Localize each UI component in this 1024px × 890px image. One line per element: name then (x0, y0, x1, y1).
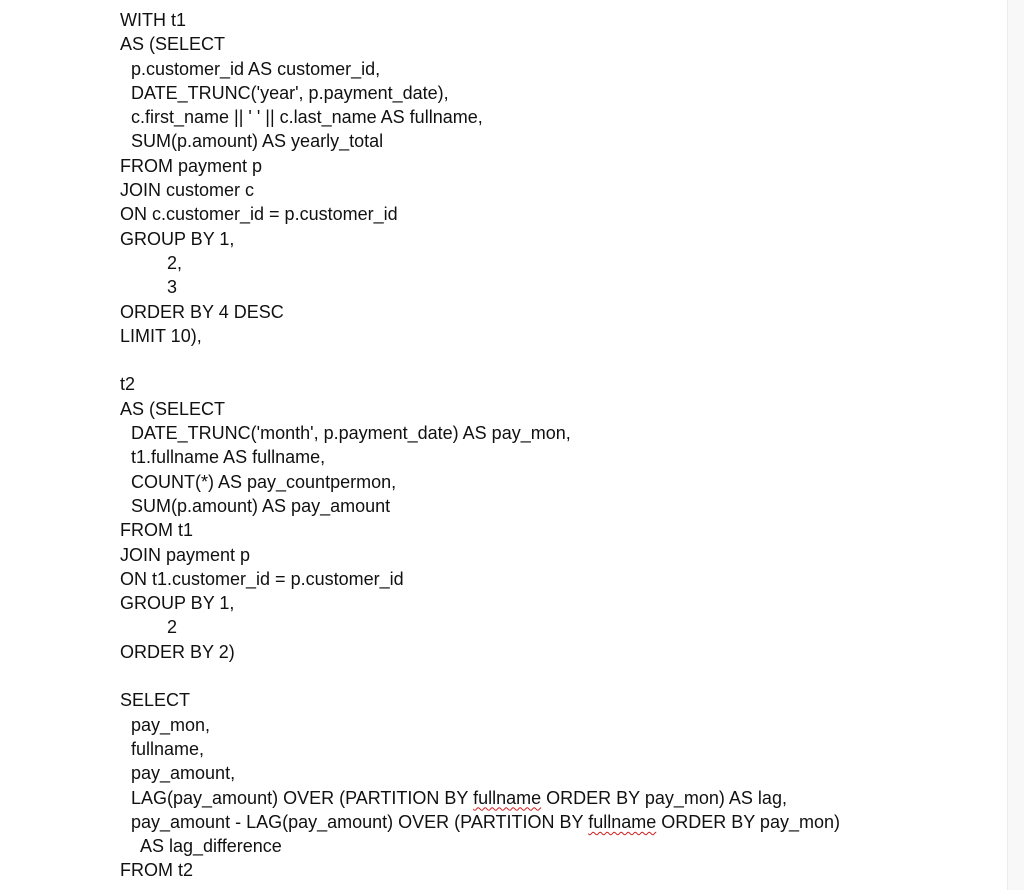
page-edge (1007, 0, 1024, 890)
code-line: t1.fullname AS fullname, (131, 447, 326, 468)
code-line: ON c.customer_id = p.customer_id (120, 204, 398, 225)
code-segment: LAG(pay_amount) OVER (PARTITION BY (131, 787, 474, 808)
blank-line (120, 348, 840, 372)
code-line: 3 (167, 277, 178, 298)
code-segment: ORDER BY pay_mon) AS lag, (541, 787, 787, 808)
code-line: SUM(p.amount) AS pay_amount (131, 495, 391, 516)
code-line: ORDER BY 2) (120, 641, 235, 662)
code-segment: ORDER BY pay_mon) (656, 811, 840, 832)
blank-line (120, 664, 840, 688)
code-line: LIMIT 10), (120, 325, 202, 346)
spellcheck-underlined-word: fullname (588, 811, 657, 832)
sql-query-text (120, 8, 840, 883)
code-line: AS (SELECT (120, 398, 226, 419)
code-line: JOIN customer c (120, 180, 255, 201)
code-line: c.first_name || ' ' || c.last_name AS fullname, (131, 107, 483, 128)
code-line: WITH t1 (120, 10, 186, 30)
code-line: GROUP BY 1, (120, 228, 235, 249)
code-line: ORDER BY 4 DESC (120, 301, 284, 322)
code-line: DATE_TRUNC('year', p.payment_date), (131, 82, 449, 103)
code-line: AS lag_difference (140, 836, 282, 857)
code-line: pay_mon, (131, 714, 211, 735)
code-line: SUM(p.amount) AS yearly_total (131, 131, 384, 152)
code-line: t2 (120, 374, 136, 395)
code-line: pay_amount, (131, 763, 236, 784)
code-line: 2 (167, 617, 178, 638)
code-line: COUNT(*) AS pay_countpermon, (131, 471, 397, 492)
code-line (120, 810, 840, 834)
code-line (120, 786, 840, 810)
code-line: fullname, (131, 738, 205, 759)
code-line: FROM payment p (120, 155, 263, 176)
code-line: JOIN payment p (120, 544, 251, 565)
spellcheck-underlined-word: fullname (473, 787, 542, 808)
code-segment: pay_amount - LAG(pay_amount) OVER (PARTITION BY (131, 811, 589, 832)
code-line: AS (SELECT (120, 34, 226, 55)
code-line: ON t1.customer_id = p.customer_id (120, 568, 404, 589)
code-line: GROUP BY 1, (120, 593, 235, 614)
code-line: 2, (167, 252, 183, 273)
code-line: p.customer_id AS customer_id, (131, 58, 381, 79)
code-line: FROM t1 (120, 520, 194, 541)
code-line: SELECT (120, 690, 191, 711)
code-line: DATE_TRUNC('month', p.payment_date) AS pay_mon, (131, 423, 571, 444)
code-line: FROM t2 (120, 860, 194, 881)
